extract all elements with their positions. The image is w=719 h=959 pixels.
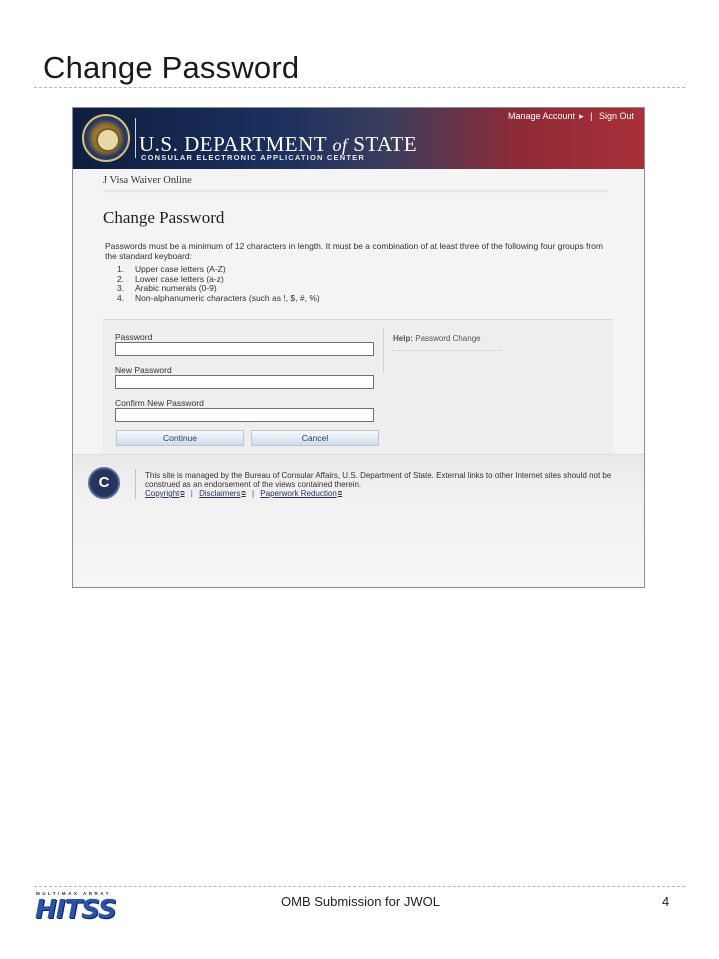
list-item — [117, 294, 320, 304]
app-name-rule — [103, 190, 608, 194]
continue-button[interactable]: Continue — [116, 430, 244, 446]
footer-notice: This site is managed by the Bureau of Consular Affairs, U.S. Department of State. External links to other Internet sites should not be construed as an endorsement of the views contained therein. — [145, 471, 612, 489]
hitss-logo: HITSS — [35, 895, 116, 925]
brand-state: STATE — [353, 132, 418, 156]
password-requirements — [117, 265, 320, 303]
password-field[interactable] — [115, 342, 374, 356]
list-item-text: Arabic numerals (0-9) — [135, 283, 217, 293]
footer-link-separator: | — [251, 489, 255, 498]
account-links — [504, 111, 634, 122]
slide-footer-caption: OMB Submission for JWOL — [281, 894, 440, 909]
manage-account-arrow-icon: ▸ — [579, 111, 584, 121]
cancel-button[interactable]: Cancel — [251, 430, 379, 446]
footer-links — [145, 489, 342, 498]
list-item-text: Non-alphanumeric characters (such as !, $, #, %) — [135, 292, 320, 303]
new-password-field[interactable] — [115, 375, 374, 389]
change-password-form-panel — [103, 319, 613, 455]
list-item-number: 1. — [117, 264, 125, 274]
brand-main: U.S. DEPARTMENT — [139, 132, 327, 156]
page-number: 4 — [662, 894, 670, 909]
site-subtitle: CONSULAR ELECTRONIC APPLICATION CENTER — [141, 153, 365, 162]
hitss-tagline: MULTIMAX ARRAY — [36, 891, 112, 896]
list-item-number: 3. — [117, 283, 125, 293]
paperwork-reduction-link[interactable]: Paperwork Reduction — [260, 489, 337, 498]
external-link-icon: ⧉ — [337, 491, 343, 497]
help-prefix: Help: — [393, 334, 413, 343]
change-password-form — [103, 320, 375, 455]
new-password-label: New Password — [115, 365, 172, 375]
slide-title: Change Password — [43, 50, 300, 85]
site-banner — [73, 108, 644, 169]
help-link[interactable] — [393, 334, 481, 343]
sign-out-link[interactable]: Sign Out — [598, 111, 634, 121]
footer-link-separator: | — [190, 489, 193, 498]
link-separator: | — [590, 111, 593, 121]
external-link-icon: ⧉ — [241, 491, 246, 497]
screenshot-window — [72, 107, 645, 588]
confirm-new-password-field[interactable] — [115, 408, 374, 422]
state-department-seal-icon — [82, 114, 130, 162]
brand-of: of — [332, 135, 348, 155]
consular-affairs-logo-icon: C — [88, 467, 120, 499]
list-item-number: 4. — [117, 292, 125, 303]
help-topic: Password Change — [415, 334, 481, 343]
manage-account-link[interactable]: Manage Account — [508, 111, 576, 121]
help-divider — [383, 328, 384, 373]
confirm-new-password-label: Confirm New Password — [115, 398, 204, 408]
banner-divider — [135, 118, 136, 158]
copyright-link[interactable]: Copyright — [145, 489, 180, 498]
password-instructions: Passwords must be a minimum of 12 characters in length. It must be a combination of at least three of the following four groups from the standard keyboard: — [105, 241, 603, 261]
list-item-number: 2. — [117, 273, 125, 284]
title-divider — [34, 87, 685, 88]
help-separator — [392, 350, 502, 351]
external-link-icon: ⧉ — [180, 491, 185, 497]
password-label: Password — [115, 332, 153, 342]
page-title: Change Password — [103, 208, 225, 227]
list-item-text: Lower case letters (a-z) — [135, 273, 224, 284]
app-name: J Visa Waiver Online — [103, 175, 192, 186]
list-item-text: Upper case letters (A-Z) — [135, 264, 226, 274]
disclaimers-link[interactable]: Disclaimers — [199, 489, 241, 498]
footer-divider — [135, 469, 136, 499]
footer-divider-line — [34, 886, 685, 887]
site-footer — [73, 454, 644, 588]
